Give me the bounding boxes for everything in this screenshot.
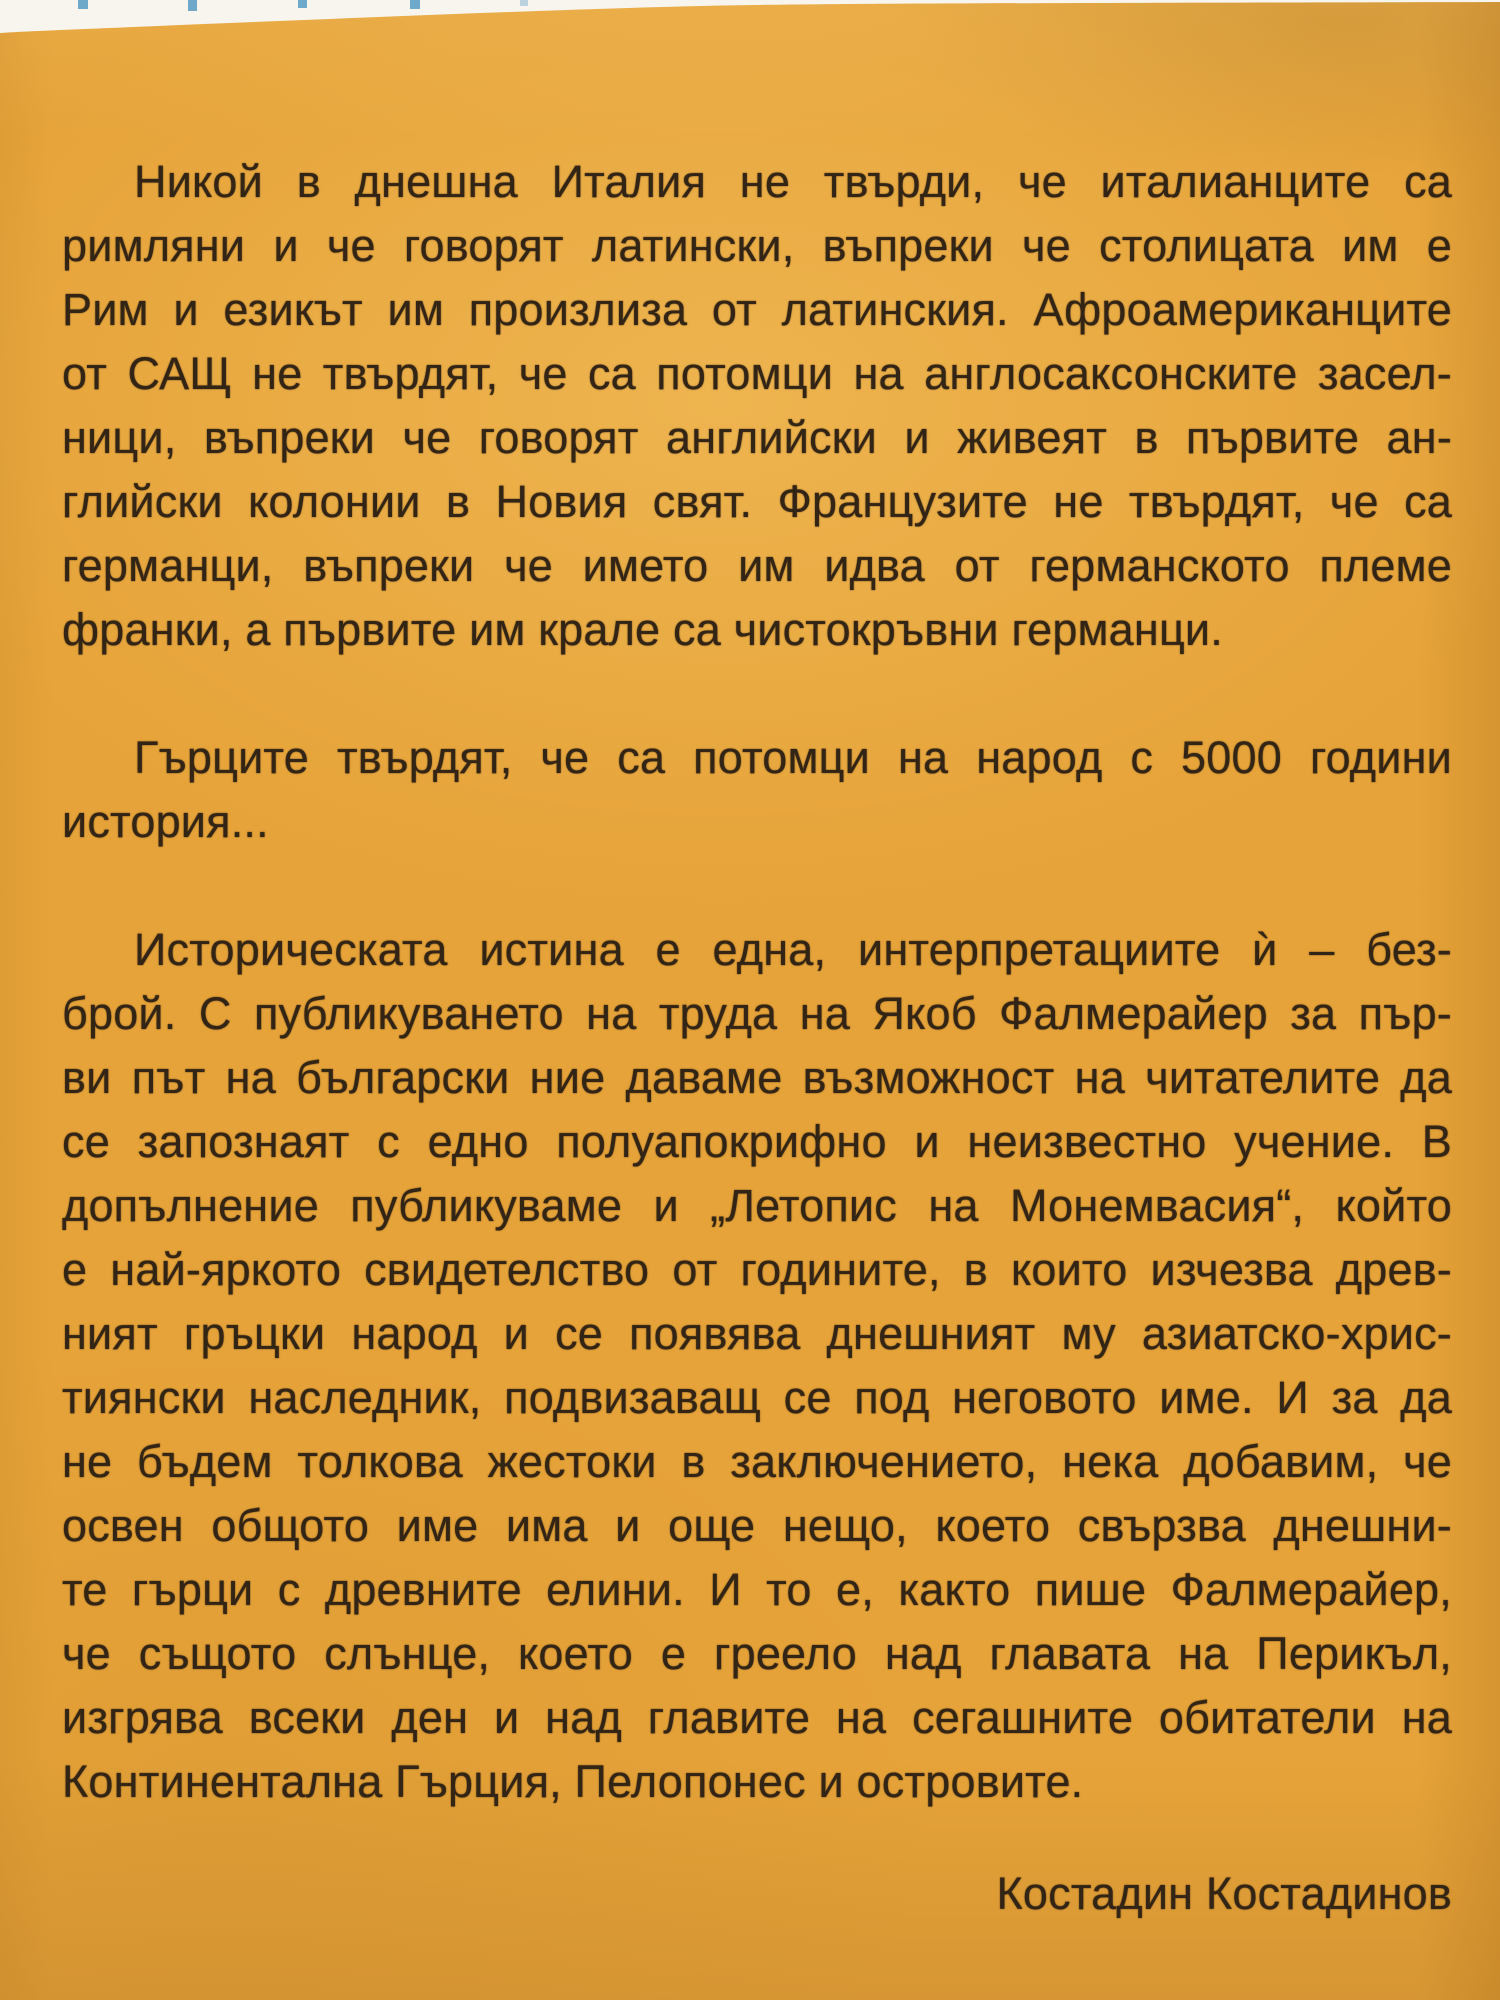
text-line: не бъдем толкова жестоки в заключението, нека добавим, че bbox=[62, 1436, 1452, 1487]
paragraph bbox=[62, 726, 1452, 854]
text-line: те гърци с древните елини. И то е, както пише Фалмерайер, bbox=[62, 1564, 1452, 1615]
text-line: че същото слънце, което е греело над главата на Перикъл, bbox=[62, 1628, 1452, 1679]
text-line: ници, въпреки че говорят английски и живеят в първите ан- bbox=[62, 412, 1452, 463]
photo-top-edge bbox=[0, 0, 1500, 40]
cover-text bbox=[62, 150, 1452, 1926]
text-line: германци, въпреки че името им идва от германското племе bbox=[62, 540, 1452, 591]
text-line: римляни и че говорят латински, въпреки че столицата им е bbox=[62, 220, 1452, 271]
text-line: от САЩ не твърдят, че са потомци на англосаксонските засел- bbox=[62, 348, 1452, 399]
text-line: изгрява всеки ден и над главите на сегашните обитатели на bbox=[62, 1692, 1452, 1743]
author-signature: Костадин Костадинов bbox=[996, 1868, 1452, 1919]
text-line: ният гръцки народ и се появява днешният му азиатско-хрис- bbox=[62, 1308, 1452, 1359]
text-line: тиянски наследник, подвизаващ се под неговото име. И за да bbox=[62, 1372, 1452, 1423]
text-line: освен общото име има и още нещо, което свързва днешни- bbox=[62, 1500, 1452, 1551]
text-line: ви път на български ние даваме възможност на читателите да bbox=[62, 1052, 1452, 1103]
text-line: франки, а първите им крале са чистокръвни германци. bbox=[62, 604, 1223, 655]
text-line: Историческата истина е една, интерпретациите ѝ – без- bbox=[134, 924, 1452, 975]
text-line: Гърците твърдят, че са потомци на народ с 5000 години bbox=[134, 732, 1452, 783]
white-surface-edge bbox=[0, 0, 1500, 33]
text-line: глийски колонии в Новия свят. Французите не твърдят, че са bbox=[62, 476, 1452, 527]
text-line: допълнение публикуваме и „Летопис на Монемвасия“, който bbox=[62, 1180, 1452, 1231]
paragraphs bbox=[62, 150, 1452, 1814]
paragraph bbox=[62, 150, 1452, 662]
paragraph bbox=[62, 918, 1452, 1814]
text-line: брой. С публикуването на труда на Якоб Фалмерайер за пър- bbox=[62, 988, 1452, 1039]
text-line: се запознаят с едно полуапокрифно и неизвестно учение. В bbox=[62, 1116, 1452, 1167]
text-line: е най-яркото свидетелство от годините, в които изчезва древ- bbox=[62, 1244, 1452, 1295]
text-line: история... bbox=[62, 796, 269, 847]
text-line: Никой в днешна Италия не твърди, че италианците са bbox=[134, 156, 1452, 207]
text-line: Рим и езикът им произлиза от латинския. Афроамериканците bbox=[62, 284, 1452, 335]
text-line: Континентална Гърция, Пелопонес и островите. bbox=[62, 1756, 1084, 1807]
